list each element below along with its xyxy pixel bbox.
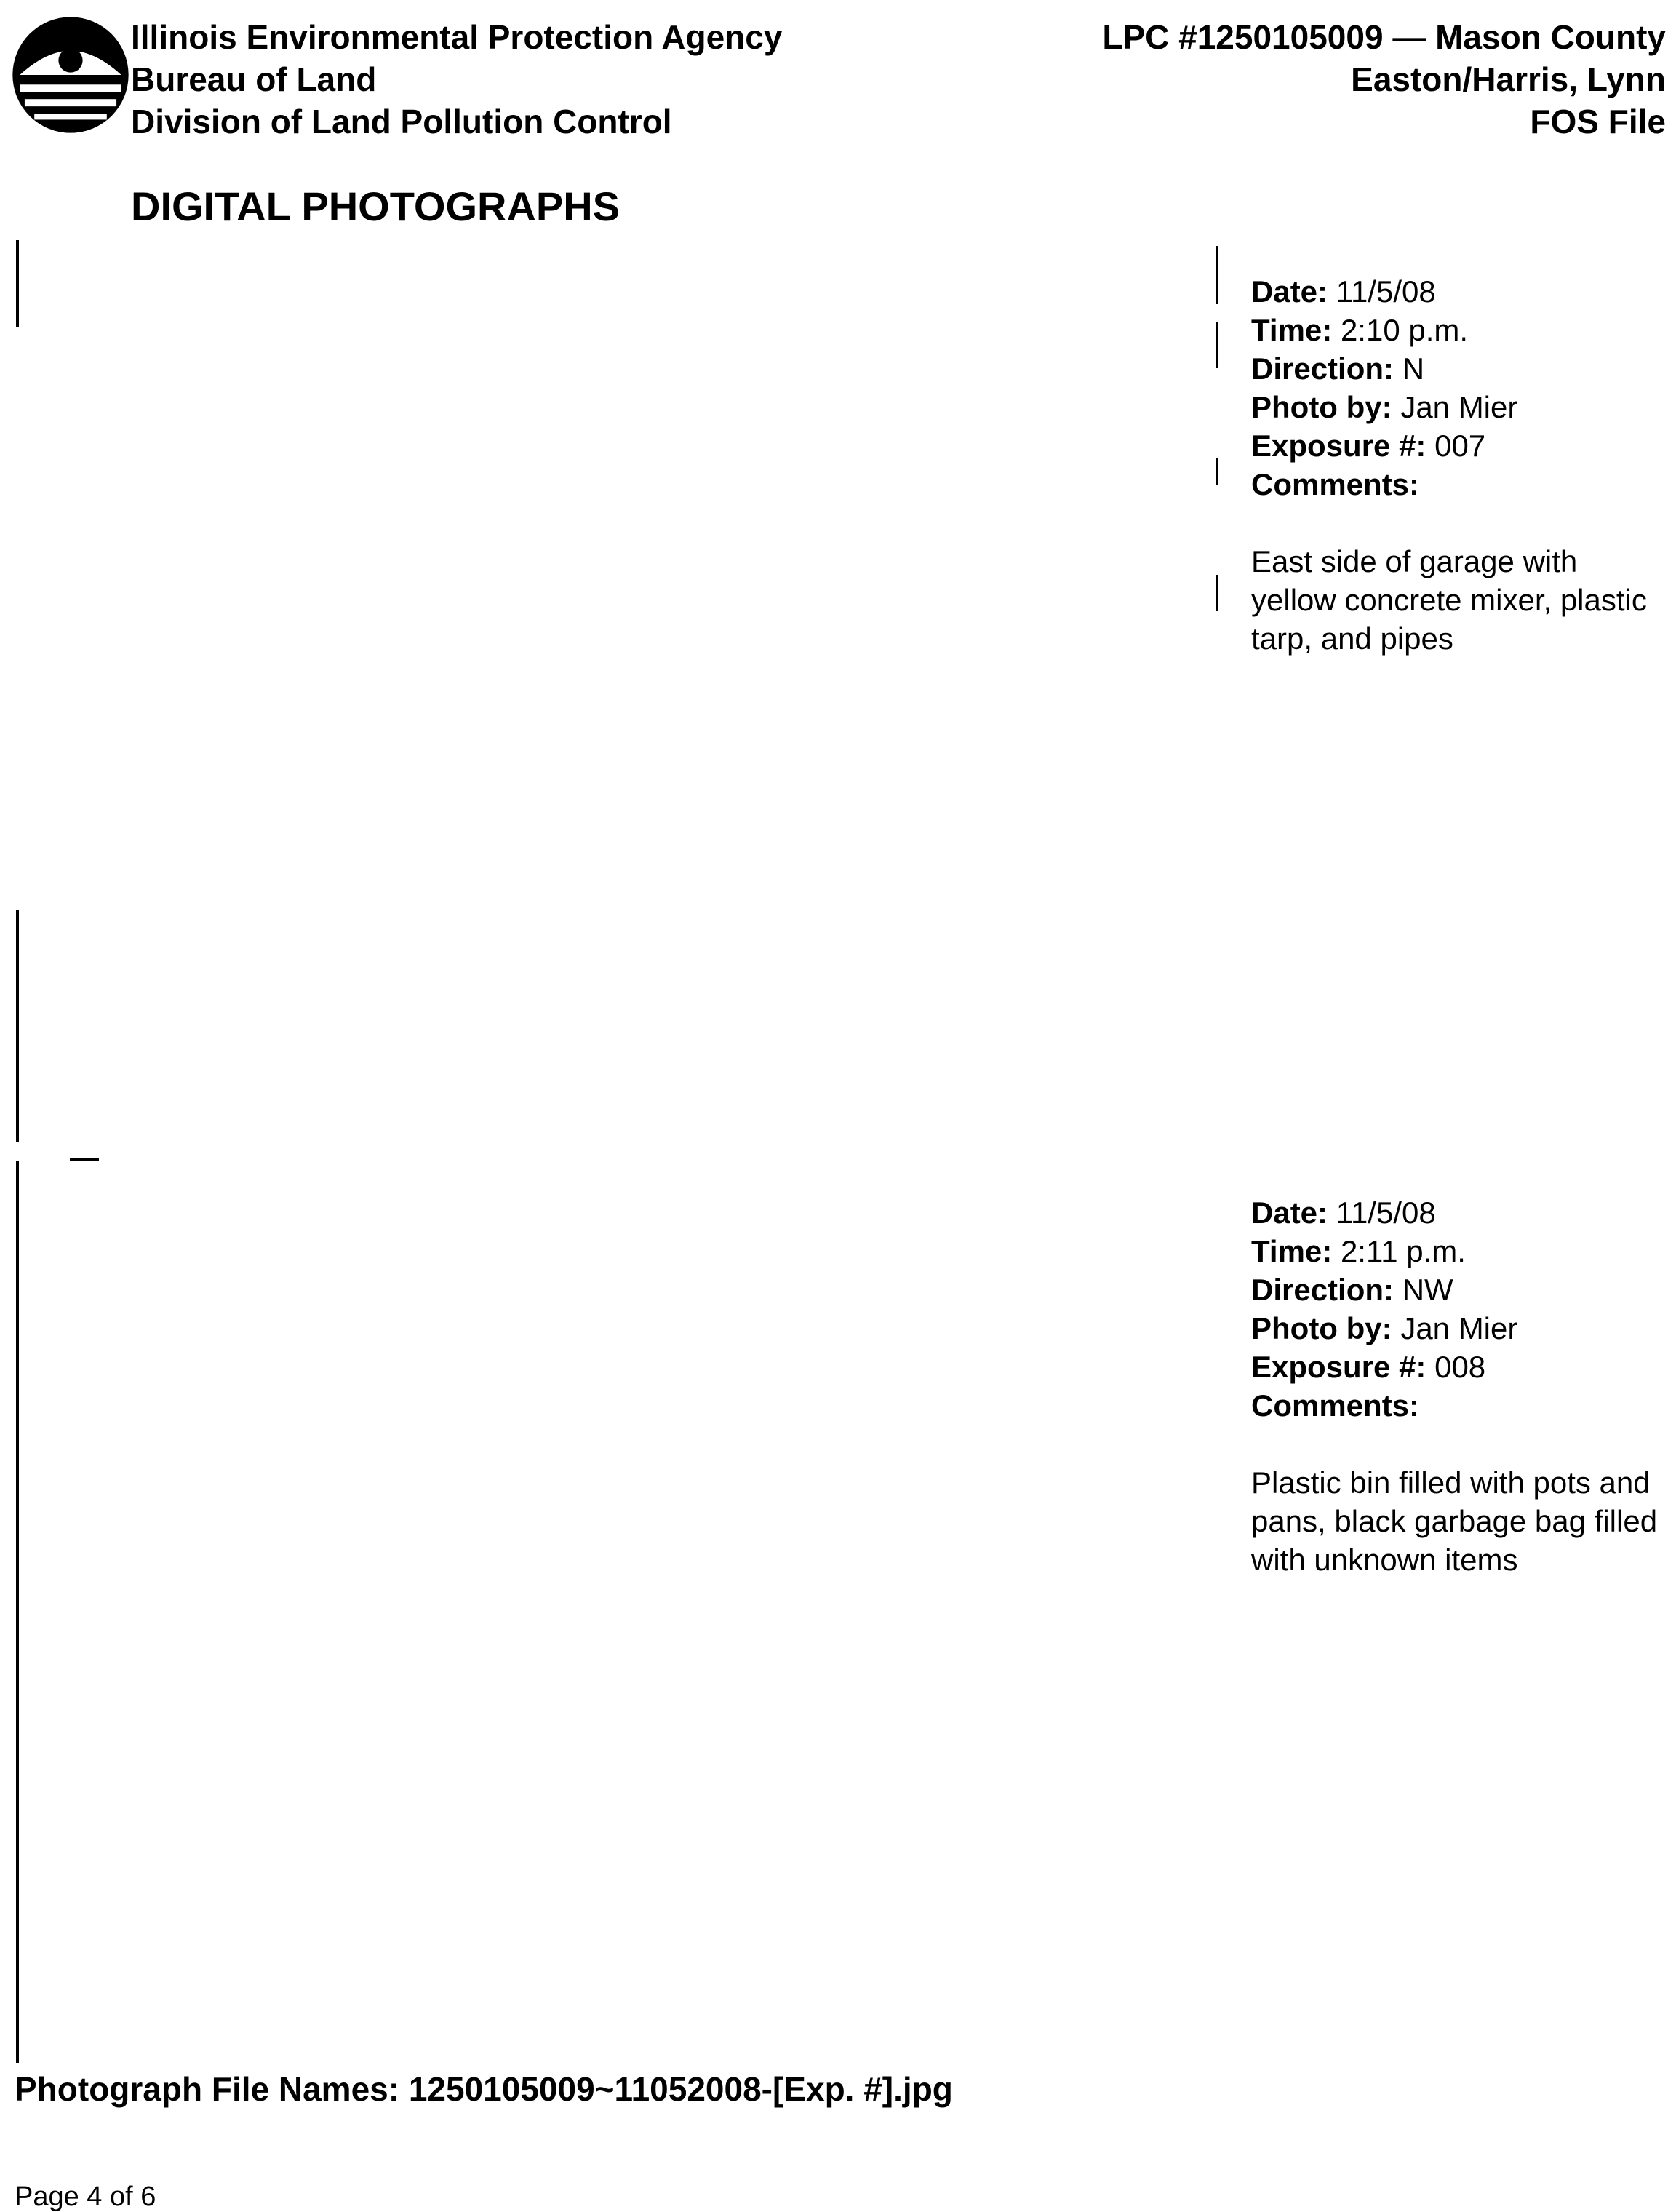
- photo-1-time: 2:10 p.m.: [1340, 313, 1469, 347]
- photo-1-date: 11/5/08: [1336, 274, 1436, 309]
- division-name: Division of Land Pollution Control: [131, 103, 672, 140]
- photo-2-area: [15, 1161, 1215, 2063]
- bureau-name: Bureau of Land: [131, 60, 377, 98]
- caption-1-rule-b: [1216, 322, 1218, 368]
- photo-2-comment: Plastic bin filled with pots and pans, black garbage bag filled with unknown items: [1251, 1465, 1658, 1577]
- caption-1-rule-a: [1216, 246, 1218, 304]
- page-number: Page 4 of 6: [15, 2181, 156, 2212]
- photo-1-edge: [16, 240, 19, 327]
- photo-1-comment: East side of garage with yellow concrete mixer, plastic tarp, and pipes: [1251, 544, 1647, 656]
- photo-1-caption: [1251, 272, 1659, 658]
- photo-1-exposure: 007: [1434, 429, 1486, 463]
- comments-label: Comments:: [1251, 467, 1420, 501]
- photo-2-time-row: [1251, 1232, 1659, 1270]
- caption-1-rule-c: [1216, 458, 1218, 485]
- photo-2-caption: [1251, 1193, 1659, 1579]
- photo-1-direction: N: [1402, 351, 1425, 386]
- agency-block: [131, 16, 782, 143]
- direction-label: Direction:: [1251, 1273, 1394, 1307]
- photo-2-edge: [16, 1161, 19, 2063]
- caption-1-rule-d: [1216, 575, 1218, 611]
- time-label: Time:: [1251, 313, 1333, 347]
- date-label: Date:: [1251, 1195, 1328, 1230]
- photo-2-date-row: [1251, 1193, 1659, 1232]
- photo-2-mark: [70, 1158, 99, 1161]
- case-block: [1102, 16, 1666, 143]
- case-number: LPC #1250105009 — Mason County: [1102, 18, 1666, 56]
- photo-1-time-row: [1251, 311, 1659, 349]
- comments-label: Comments:: [1251, 1388, 1420, 1423]
- photo-1-area: [15, 240, 1215, 895]
- exposure-label: Exposure #:: [1251, 429, 1426, 463]
- photo-2-direction-row: [1251, 1270, 1659, 1309]
- file-type: FOS File: [1530, 103, 1666, 140]
- agency-logo-icon: [10, 15, 131, 135]
- photo-1-date-row: [1251, 272, 1659, 311]
- time-label: Time:: [1251, 1234, 1333, 1268]
- photo-by-label: Photo by:: [1251, 390, 1392, 424]
- photo-2-edge-top: [16, 910, 19, 1142]
- direction-label: Direction:: [1251, 351, 1394, 386]
- photo-1-photographer-row: [1251, 388, 1659, 426]
- photo-2-photographer: Jan Mier: [1400, 1311, 1518, 1345]
- photo-1-direction-row: [1251, 349, 1659, 388]
- date-label: Date:: [1251, 274, 1328, 309]
- page-title: DIGITAL PHOTOGRAPHS: [131, 183, 620, 229]
- photo-2-direction: NW: [1402, 1273, 1453, 1307]
- case-party: Easton/Harris, Lynn: [1351, 60, 1666, 98]
- photograph-file-names: Photograph File Names: 1250105009~11052008-[Exp. #].jpg: [15, 2070, 953, 2108]
- photo-1-photographer: Jan Mier: [1400, 390, 1518, 424]
- exposure-label: Exposure #:: [1251, 1350, 1426, 1384]
- photo-1-comments-row: [1251, 465, 1659, 504]
- photo-1-exposure-row: [1251, 426, 1659, 465]
- photo-2-date: 11/5/08: [1336, 1195, 1436, 1230]
- photo-2-photographer-row: [1251, 1309, 1659, 1348]
- photo-2-exposure-row: [1251, 1348, 1659, 1386]
- photo-2-comments-row: [1251, 1386, 1659, 1425]
- photo-2-time: 2:11 p.m.: [1340, 1234, 1466, 1268]
- photo-by-label: Photo by:: [1251, 1311, 1392, 1345]
- agency-name: Illinois Environmental Protection Agency: [131, 18, 783, 56]
- photo-2-exposure: 008: [1434, 1350, 1486, 1384]
